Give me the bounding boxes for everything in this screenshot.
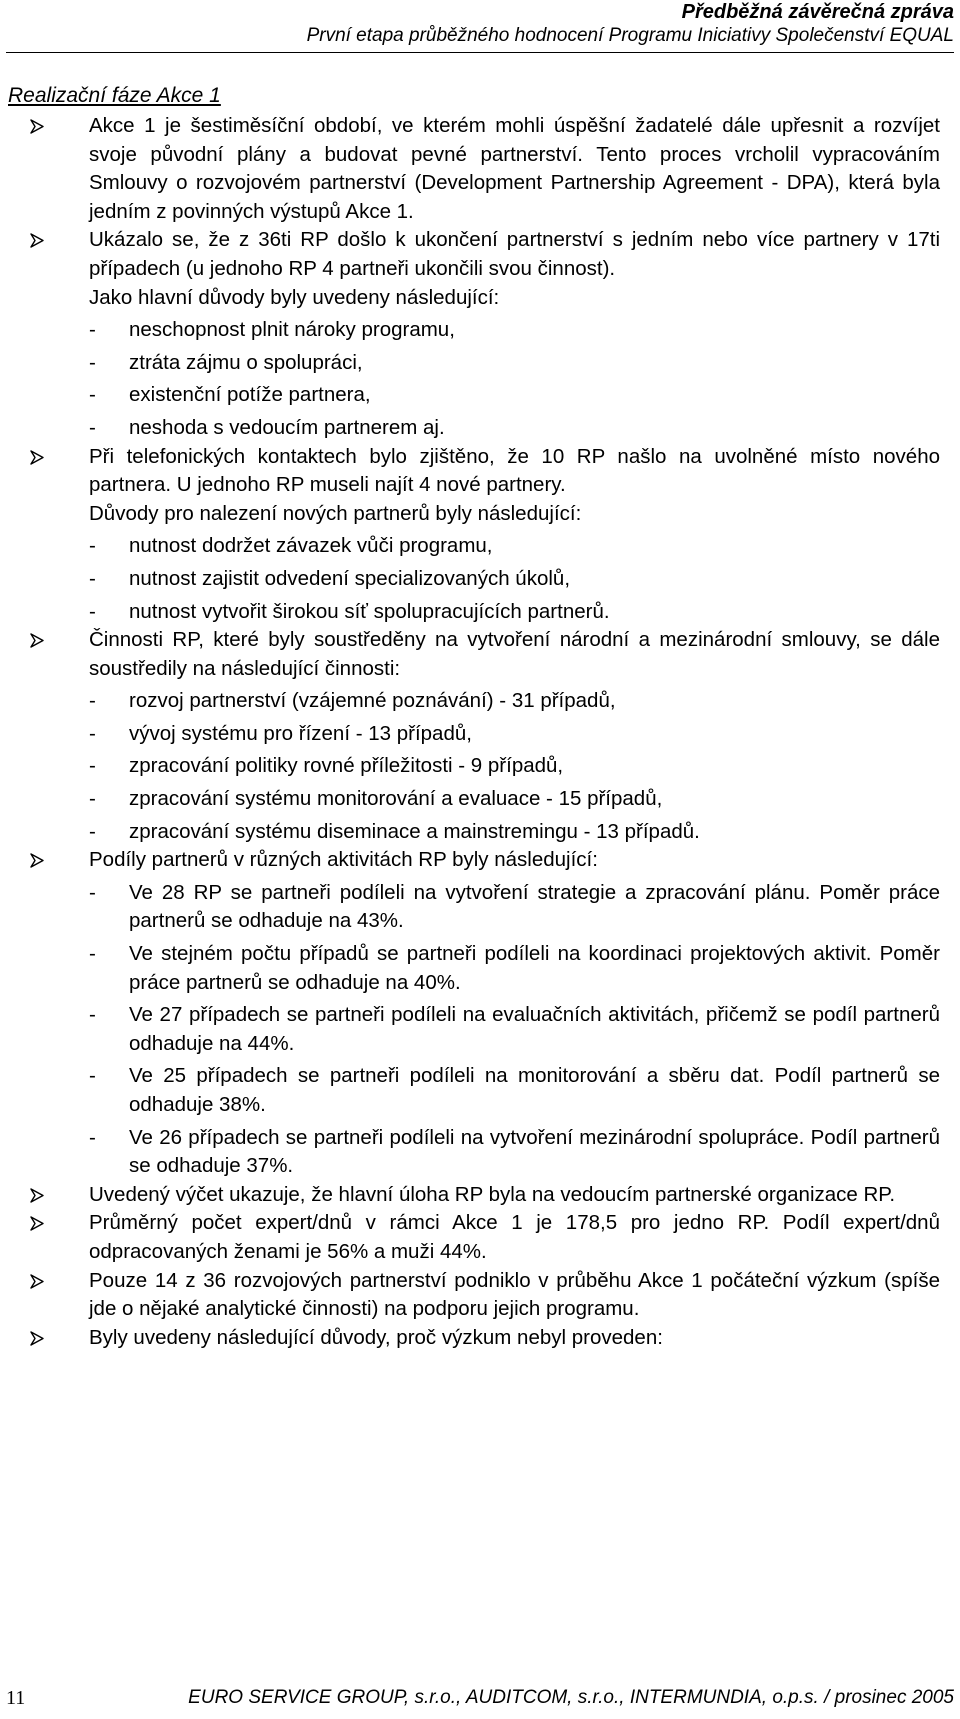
dash-marker: -: [89, 942, 96, 966]
dash-item-text: nutnost vytvořit širokou síť spolupracujících partnerů.: [129, 599, 610, 623]
bullet-text: Činnosti RP, které byly soustředěny na vytvoření národní a mezinárodní smlouvy, se dále soustředily na následující činnosti:: [89, 628, 940, 680]
page-header: [307, 0, 954, 48]
dash-list-item: [89, 940, 940, 997]
bullet-text: Uvedený výčet ukazuje, že hlavní úloha RP byla na vedoucím partnerské organizace RP.: [89, 1182, 896, 1206]
footer-text: EURO SERVICE GROUP, s.r.o., AUDITCOM, s.r.o., INTERMUNDIA, o.p.s. / prosinec 2005: [188, 1687, 954, 1708]
dash-marker: -: [89, 566, 96, 590]
arrow-bullet-icon: [30, 853, 44, 868]
dash-marker: -: [89, 383, 96, 407]
dash-list-item: [89, 414, 940, 443]
dash-marker: -: [89, 787, 96, 811]
dash-list-item: [89, 785, 940, 814]
dash-item-text: nutnost zajistit odvedení specializovaných úkolů,: [129, 566, 571, 590]
bullet-item: [30, 626, 940, 846]
arrow-bullet-icon: [30, 1274, 44, 1289]
dash-list-item: [89, 532, 940, 561]
arrow-bullet-icon: [30, 1216, 44, 1231]
dash-item-text: rozvoj partnerství (vzájemné poznávání) - 31 případů,: [129, 689, 616, 713]
bullet-followup-text: Důvody pro nalezení nových partnerů byly následující:: [89, 501, 582, 525]
bullet-item: [30, 443, 940, 627]
dash-item-text: Ve 25 případech se partneři podíleli na monitorování a sběru dat. Podíl partnerů se odhaduje 38%.: [129, 1064, 940, 1116]
arrow-bullet-icon: [30, 633, 44, 648]
dash-list-item: [89, 1062, 940, 1119]
dash-list-item: [89, 316, 940, 345]
dash-item-text: zpracování systému monitorování a evaluace - 15 případů,: [129, 787, 663, 811]
dash-list-item: [89, 565, 940, 594]
section-title: Realizační fáze Akce 1: [8, 84, 221, 107]
arrow-bullet-icon: [30, 119, 44, 134]
dash-item-text: nutnost dodržet závazek vůči programu,: [129, 534, 493, 558]
dash-list-item: [89, 818, 940, 847]
bullet-text: Pouze 14 z 36 rozvojových partnerství podniklo v průběhu Akce 1 počáteční výzkum (spíše jde o nějaké analytické činnosti) na podporu jejich programu.: [89, 1268, 940, 1321]
dash-marker: -: [89, 721, 96, 745]
dash-item-text: ztráta zájmu o spolupráci,: [129, 350, 363, 374]
dash-list-item: [89, 687, 940, 716]
page-number: 11: [6, 1687, 26, 1709]
bullet-item: [30, 846, 940, 1181]
bullet-item: [30, 1181, 940, 1210]
dash-marker: -: [89, 819, 96, 843]
dash-list-item: [89, 1001, 940, 1058]
dash-item-text: zpracování systému diseminace a mainstremingu - 13 případů.: [129, 819, 700, 843]
bullet-list: [30, 112, 940, 1352]
arrow-bullet-icon: [30, 233, 44, 248]
dash-marker: -: [89, 689, 96, 713]
dash-marker: -: [89, 415, 96, 439]
report-title: Předběžná závěrečná zpráva: [681, 1, 954, 23]
dash-marker: -: [89, 318, 96, 342]
bullet-followup-text: Jako hlavní důvody byly uvedeny následující:: [89, 285, 500, 309]
dash-list-item: [89, 879, 940, 936]
bullet-text: Akce 1 je šestiměsíční období, ve kterém mohli úspěšní žadatelé dále upřesnit a rozvíjet svoje původní plány a budovat pevné partnerství. Tento proces vrcholil vypracováním Smlouvy o rozvojovém partnerství (Development Partnership Agreement - DPA), která byla jedním z povinných výstupů Akce 1.: [89, 114, 940, 223]
dash-marker: -: [89, 1003, 96, 1027]
arrow-bullet-icon: [30, 1331, 44, 1346]
dash-item-text: neschopnost plnit nároky programu,: [129, 318, 455, 342]
dash-marker: -: [89, 534, 96, 558]
bullet-item: [30, 1324, 940, 1353]
dash-marker: -: [89, 754, 96, 778]
dash-item-text: Ve 28 RP se partneři podíleli na vytvoření strategie a zpracování plánu. Poměr práce partnerů se odhaduje na 43%.: [129, 880, 940, 933]
dash-list-item: [89, 720, 940, 749]
dash-marker: -: [89, 1064, 96, 1088]
header-rule: [6, 52, 954, 53]
dash-item-text: existenční potíže partnera,: [129, 383, 371, 407]
bullet-text: Podíly partnerů v různých aktivitách RP byly následující:: [89, 848, 598, 872]
dash-marker: -: [89, 1125, 96, 1149]
dash-list-item: [89, 349, 940, 378]
dash-item-text: Ve 27 případech se partneři podíleli na evaluačních aktivitách, přičemž se podíl partnerů odhaduje na 44%.: [129, 1003, 940, 1055]
bullet-text: Průměrný počet expert/dnů v rámci Akce 1 je 178,5 pro jedno RP. Podíl expert/dnů odpracovaných ženami je 56% a muži 44%.: [89, 1211, 940, 1263]
bullet-text: Byly uvedeny následující důvody, proč výzkum nebyl proveden:: [89, 1325, 663, 1349]
dash-item-text: Ve stejném počtu případů se partneři podíleli na koordinaci projektových aktivit. Poměr práce partnerů se odhaduje na 40%.: [129, 942, 940, 994]
bullet-text: Ukázalo se, že z 36ti RP došlo k ukončení partnerství s jedním nebo více partnery v 17ti případech (u jednoho RP 4 partneři ukončili svou činnost).: [89, 228, 940, 280]
dash-list-item: [89, 598, 940, 627]
dash-marker: -: [89, 350, 96, 374]
dash-marker: -: [89, 599, 96, 623]
bullet-text: Při telefonických kontaktech bylo zjištěno, že 10 RP našlo na uvolněné místo nového partnera. U jednoho RP museli najít 4 nové partnery.: [89, 444, 940, 497]
dash-marker: -: [89, 880, 96, 904]
dash-list-item: [89, 752, 940, 781]
report-subtitle: První etapa průběžného hodnocení Programu Iniciativy Společenství EQUAL: [306, 25, 954, 46]
dash-item-text: neshoda s vedoucím partnerem aj.: [129, 415, 445, 439]
dash-item-text: Ve 26 případech se partneři podíleli na vytvoření mezinárodní spolupráce. Podíl partnerů se odhaduje 37%.: [129, 1125, 940, 1178]
bullet-item: [30, 1209, 940, 1266]
arrow-bullet-icon: [30, 1188, 44, 1203]
dash-item-text: zpracování politiky rovné příležitosti - 9 případů,: [129, 754, 564, 778]
dash-item-text: vývoj systému pro řízení - 13 případů,: [129, 721, 472, 745]
dash-list-item: [89, 1124, 940, 1181]
bullet-item: [30, 1267, 940, 1324]
dash-list-item: [89, 381, 940, 410]
bullet-item: [30, 112, 940, 226]
arrow-bullet-icon: [30, 450, 44, 465]
bullet-item: [30, 226, 940, 442]
